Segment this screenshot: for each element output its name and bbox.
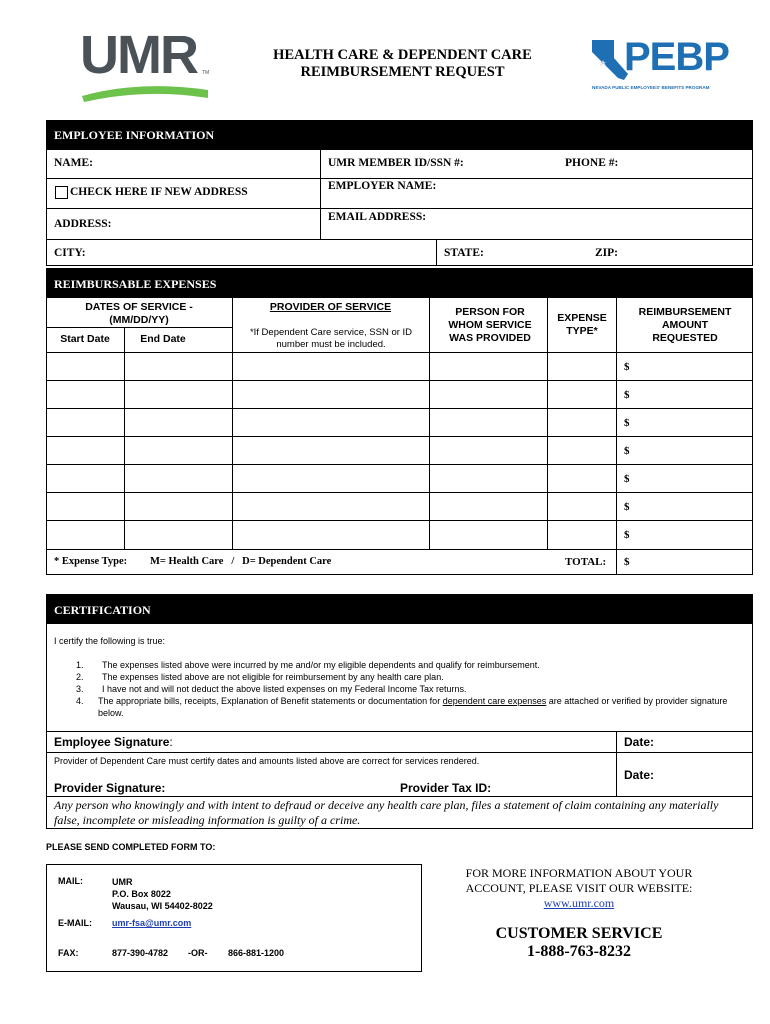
expense-row-5[interactable] bbox=[46, 465, 753, 492]
provider-signature-field[interactable]: Provider Signature: bbox=[54, 781, 166, 795]
email-address-field[interactable]: EMAIL ADDRESS: bbox=[328, 211, 427, 223]
expense-row-1[interactable] bbox=[46, 353, 753, 380]
dates-of-service-header: DATES OF SERVICE - (MM/DD/YY) bbox=[85, 301, 193, 326]
dependent-care-expenses-link[interactable]: dependent care expenses bbox=[442, 696, 547, 706]
pebp-logo bbox=[590, 35, 730, 98]
employee-signature-label: Employee Signature bbox=[54, 735, 170, 749]
fax-label: FAX: bbox=[58, 948, 79, 958]
expense-row-7[interactable] bbox=[46, 521, 753, 549]
amount-cell-7: $ bbox=[624, 529, 630, 541]
customer-service-phone: 1-888-763-8232 bbox=[527, 943, 631, 960]
more-info-line1: FOR MORE INFORMATION ABOUT YOUR bbox=[465, 866, 693, 880]
certify-item-3: I have not and will not deduct the above listed expenses on my Federal Income Tax returns. bbox=[102, 684, 467, 694]
end-date-header: End Date bbox=[140, 333, 186, 345]
send-instruction: PLEASE SEND COMPLETED FORM TO: bbox=[46, 842, 216, 852]
expense-row-2[interactable] bbox=[46, 381, 753, 408]
state-field[interactable]: STATE: bbox=[444, 247, 484, 259]
employee-info-title: EMPLOYEE INFORMATION bbox=[54, 128, 215, 142]
amount-cell-3: $ bbox=[624, 417, 630, 429]
phone-field[interactable]: PHONE #: bbox=[565, 157, 619, 169]
employee-signature-field[interactable]: Employee Signature: bbox=[54, 735, 173, 749]
umr-swoosh-icon bbox=[80, 74, 220, 104]
member-id-field[interactable]: UMR MEMBER ID/SSN #: bbox=[328, 157, 464, 169]
form-title bbox=[250, 47, 555, 81]
certify-item-4: The appropriate bills, receipts, Explanation of Benefit statements or documentation for dependent care expenses are attached or verified by provider signature below. bbox=[98, 696, 728, 718]
expense-row-6[interactable] bbox=[46, 493, 753, 520]
certify-item-2: The expenses listed above are not eligible for reimbursement by any health care plan. bbox=[102, 672, 444, 682]
certification-list: 1. The expenses listed above were incurred by me and/or my eligible dependents and qualify for reimbursement. 2. The expenses listed above are not eligible for reimbursement by any health care plan. 3. I have not and will not deduct the above listed expenses on my Federal Income Tax returns. 4. The appropriate bills, receipts, Explanation of Benefit statements or documentation for dependent care expenses are attached or verified by provider signature below. bbox=[54, 659, 744, 719]
provider-tax-id-field[interactable]: Provider Tax ID: bbox=[400, 781, 492, 795]
fraud-warning: Any person who knowingly and with intent to defraud or deceive any health care plan, files a statement of claim containing any materially false, incomplete or misleading information is guilty of a crime. bbox=[54, 798, 719, 827]
expense-type-legend-values: M= Health Care / D= Dependent Care bbox=[150, 556, 332, 567]
total-value[interactable]: $ bbox=[624, 556, 630, 568]
employee-date-field[interactable]: Date: bbox=[624, 735, 655, 749]
email-label: E-MAIL: bbox=[58, 918, 92, 928]
umr-logo-text: UMR bbox=[80, 25, 197, 85]
amount-cell-5: $ bbox=[624, 473, 630, 485]
new-address-checkbox[interactable] bbox=[55, 186, 68, 199]
new-address-label: CHECK HERE IF NEW ADDRESS bbox=[70, 186, 248, 198]
fax-or: -OR- bbox=[188, 948, 208, 958]
form-title-line1: HEALTH CARE & DEPENDENT CARE bbox=[273, 47, 532, 63]
certification-header bbox=[46, 594, 753, 624]
amount-cell-2: $ bbox=[624, 389, 630, 401]
fax-number-2: 866-881-1200 bbox=[228, 948, 285, 958]
website-link[interactable]: www.umr.com bbox=[543, 896, 615, 910]
customer-service-label: CUSTOMER SERVICE bbox=[495, 925, 663, 942]
amount-cell-6: $ bbox=[624, 501, 630, 513]
mail-address: UMR P.O. Box 8022 Wausau, WI 54402-8022 bbox=[112, 877, 213, 911]
email-link[interactable]: umr-fsa@umr.com bbox=[112, 918, 192, 928]
more-info-line2: ACCOUNT, PLEASE VISIT OUR WEBSITE: bbox=[465, 881, 693, 895]
expense-type-legend-label: * Expense Type: bbox=[54, 556, 128, 567]
expenses-header bbox=[46, 268, 753, 298]
address-field[interactable]: ADDRESS: bbox=[54, 218, 112, 230]
certify-intro: I certify the following is true: bbox=[54, 636, 166, 646]
certification-title: CERTIFICATION bbox=[54, 603, 151, 617]
customer-service bbox=[436, 925, 722, 961]
provider-date-field[interactable]: Date: bbox=[624, 768, 655, 782]
total-label: TOTAL: bbox=[565, 556, 607, 568]
mail-label: MAIL: bbox=[58, 876, 83, 886]
umr-tm: TM bbox=[202, 70, 210, 76]
start-date-header: Start Date bbox=[60, 333, 110, 345]
expenses-title: REIMBURSABLE EXPENSES bbox=[54, 277, 217, 291]
umr-logo bbox=[80, 25, 220, 102]
name-field[interactable]: NAME: bbox=[54, 157, 93, 169]
more-info bbox=[436, 866, 722, 911]
amount-cell-4: $ bbox=[624, 445, 630, 457]
pebp-subtitle: NEVADA PUBLIC EMPLOYEES' BENEFITS PROGRAM bbox=[592, 85, 710, 90]
pebp-logo-text: PEBP bbox=[624, 35, 729, 79]
expense-row-4[interactable] bbox=[46, 437, 753, 464]
fax-number-1: 877-390-4782 bbox=[112, 948, 169, 958]
reimbursement-amount-header: REIMBURSEMENT AMOUNT REQUESTED bbox=[638, 306, 732, 344]
certify-item-1: The expenses listed above were incurred by me and/or my eligible dependents and qualify for reimbursement. bbox=[102, 660, 540, 670]
provider-note: *If Dependent Care service, SSN or ID number must be included. bbox=[249, 327, 413, 350]
city-field[interactable]: CITY: bbox=[54, 247, 86, 259]
zip-field[interactable]: ZIP: bbox=[595, 247, 618, 259]
provider-certify-note: Provider of Dependent Care must certify dates and amounts listed above are correct for services rendered. bbox=[54, 756, 480, 766]
form-title-line2: REIMBURSEMENT REQUEST bbox=[300, 64, 505, 80]
provider-of-service-header: PROVIDER OF SERVICE bbox=[269, 301, 392, 313]
amount-cell-1: $ bbox=[624, 361, 630, 373]
employer-name-field[interactable]: EMPLOYER NAME: bbox=[328, 180, 437, 192]
person-for-whom-header: PERSON FOR WHOM SERVICE WAS PROVIDED bbox=[448, 306, 532, 344]
expense-row-3[interactable] bbox=[46, 409, 753, 436]
employee-info-header bbox=[46, 120, 753, 150]
expense-type-header: EXPENSE TYPE* bbox=[557, 312, 607, 337]
